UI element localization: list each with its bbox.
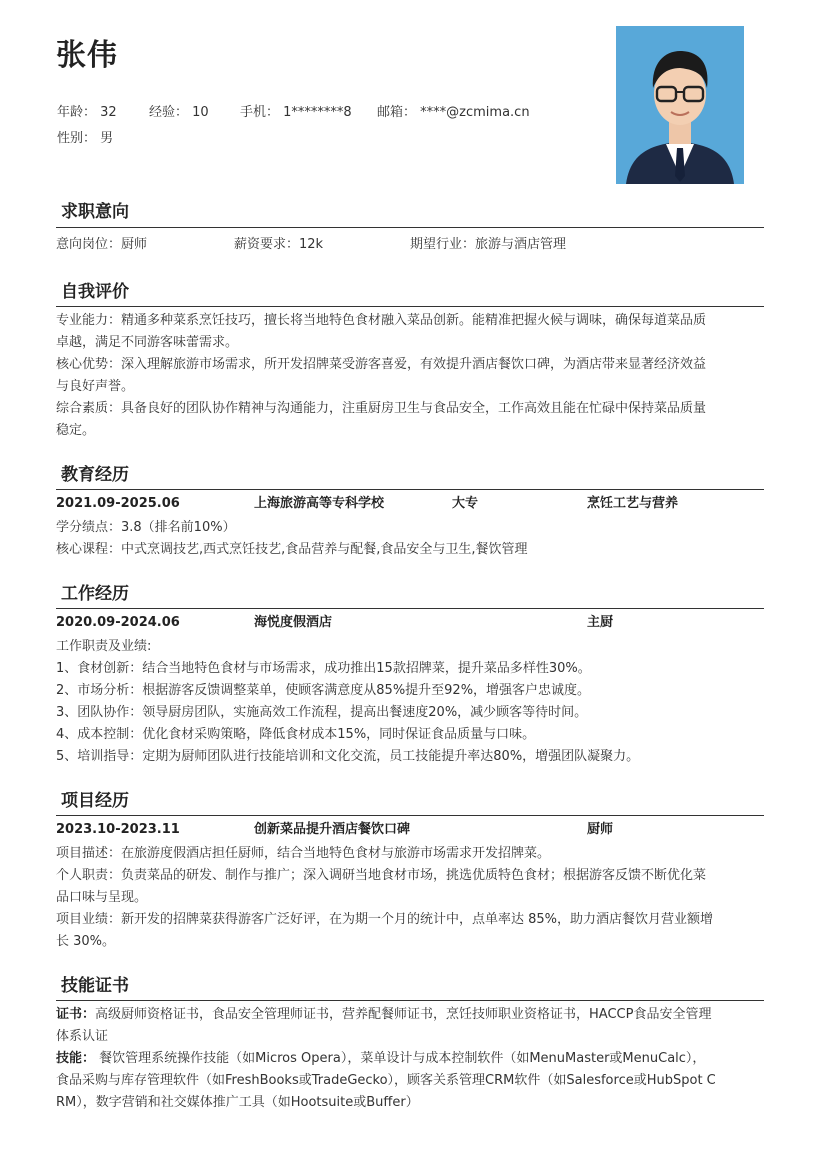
education-date: 2021.09-2025.06 <box>56 496 180 511</box>
work-item: 5、培训指导：定期为厨师团队进行技能培训和文化交流，员工技能提升率达80%，增强团队凝聚力。 <box>56 749 640 764</box>
intent-position: 意向岗位：厨师 <box>56 237 148 252</box>
work-item: 3、团队协作：领导厨房团队，实施高效工作流程，提高出餐速度20%，减少顾客等待时间。 <box>56 705 588 720</box>
work-item: 4、成本控制：优化食材采购策略，降低食材成本15%，同时保证食品质量与口味。 <box>56 727 536 742</box>
section-title-work: 工作经历 <box>61 584 129 604</box>
work-item: 2、市场分析：根据游客反馈调整菜单，使顾客满意度从85%提升至92%，增强客户忠诚度。 <box>56 683 591 698</box>
skill-line: RM），数字营销和社交媒体推广工具（如Hootsuite或Buffer） <box>56 1095 419 1110</box>
candidate-name: 张伟 <box>56 38 118 73</box>
project-duty-line: 个人职责：负责菜品的研发、制作与推广；深入调研当地食材市场，挑选优质特色食材；根据游客反馈不断优化菜 <box>56 868 707 883</box>
section-title-intent: 求职意向 <box>61 202 129 222</box>
project-duty-line: 品口味与呈现。 <box>56 890 148 905</box>
section-title-project: 项目经历 <box>61 791 129 811</box>
work-company: 海悦度假酒店 <box>254 615 333 630</box>
skill-text: 餐饮管理系统操作技能（如Micros Opera），菜单设计与成本控制软件（如MenuMaster或MenuCalc）， <box>95 1051 706 1066</box>
profile-photo <box>616 26 744 184</box>
intent-industry: 期望行业：旅游与酒店管理 <box>410 237 567 252</box>
work-intro: 工作职责及业绩: <box>56 639 152 654</box>
work-date: 2020.09-2024.06 <box>56 615 180 630</box>
experience-value: 10 <box>192 105 209 120</box>
education-major: 烹饪工艺与营养 <box>587 496 679 511</box>
email-label: 邮箱： <box>377 105 417 120</box>
project-result-line: 长 30%。 <box>56 934 116 949</box>
section-divider <box>56 306 764 307</box>
section-title-education: 教育经历 <box>61 465 129 485</box>
experience-info <box>149 101 209 120</box>
cert-line <box>56 1004 764 1026</box>
education-courses: 核心课程：中式烹调技艺,西式烹饪技艺,食品营养与配餐,食品安全与卫生,餐饮管理 <box>56 542 528 557</box>
project-date: 2023.10-2023.11 <box>56 822 180 837</box>
self-eval-line: 综合素质：具备良好的团队协作精神与沟通能力，注重厨房卫生与食品安全，工作高效且能在忙碌中保持菜品质量 <box>56 401 707 416</box>
section-divider <box>56 608 764 609</box>
self-eval-line: 卓越，满足不同游客味蕾需求。 <box>56 335 239 350</box>
phone-label: 手机： <box>240 105 280 120</box>
cert-label: 证书： <box>56 1007 96 1022</box>
section-divider <box>56 227 764 228</box>
skill-label: 技能： <box>56 1051 96 1066</box>
age-value: 32 <box>100 105 117 120</box>
self-eval-line: 稳定。 <box>56 423 96 438</box>
section-divider <box>56 815 764 816</box>
project-role: 厨师 <box>587 822 614 837</box>
intent-salary: 薪资要求：12k <box>234 237 324 252</box>
gender-value: 男 <box>100 131 114 146</box>
basic-info-row-2 <box>57 127 113 146</box>
self-eval-line: 专业能力：精通多种菜系烹饪技巧，擅长将当地特色食材融入菜品创新。能精准把握火候与调味，确保每道菜品质 <box>56 313 707 328</box>
skill-line <box>56 1048 764 1070</box>
experience-label: 经验： <box>149 105 189 120</box>
section-title-skills: 技能证书 <box>61 976 129 996</box>
phone-info <box>240 101 352 120</box>
section-divider <box>56 489 764 490</box>
work-item: 1、食材创新：结合当地特色食材与市场需求，成功推出15款招牌菜，提升菜品多样性30%。 <box>56 661 591 676</box>
email-info <box>377 101 530 120</box>
section-divider <box>56 1000 764 1001</box>
self-eval-line: 核心优势：深入理解旅游市场需求，所开发招牌菜受游客喜爱，有效提升酒店餐饮口碑，为酒店带来显著经济效益 <box>56 357 707 372</box>
email-value: ****@zcmima.cn <box>420 105 530 120</box>
cert-line: 体系认证 <box>56 1029 109 1044</box>
self-eval-line: 与良好声誉。 <box>56 379 135 394</box>
age-label: 年龄： <box>57 105 97 120</box>
age-info <box>57 101 117 120</box>
gender-label: 性别： <box>57 131 97 146</box>
education-gpa: 学分绩点：3.8（排名前10%） <box>56 520 236 535</box>
education-school: 上海旅游高等专科学校 <box>254 496 385 511</box>
project-name: 创新菜品提升酒店餐饮口碑 <box>254 822 411 837</box>
cert-text: 高级厨师资格证书，食品安全管理师证书，营养配餐师证书，烹饪技师职业资格证书，HACCP食品安全管理 <box>95 1007 712 1022</box>
section-title-self-eval: 自我评价 <box>61 282 129 302</box>
education-degree: 大专 <box>452 496 479 511</box>
avatar-illustration <box>616 26 744 184</box>
work-role: 主厨 <box>587 615 614 630</box>
project-result-line: 项目业绩：新开发的招牌菜获得游客广泛好评，在为期一个月的统计中，点单率达 85%，助力酒店餐饮月营业额增 <box>56 912 714 927</box>
project-description: 项目描述：在旅游度假酒店担任厨师，结合当地特色食材与旅游市场需求开发招牌菜。 <box>56 846 551 861</box>
phone-value: 1********8 <box>283 105 352 120</box>
skill-line: 食品采购与库存管理软件（如FreshBooks或TradeGecko），顾客关系管理CRM软件（如Salesforce或HubSpot C <box>56 1073 716 1088</box>
